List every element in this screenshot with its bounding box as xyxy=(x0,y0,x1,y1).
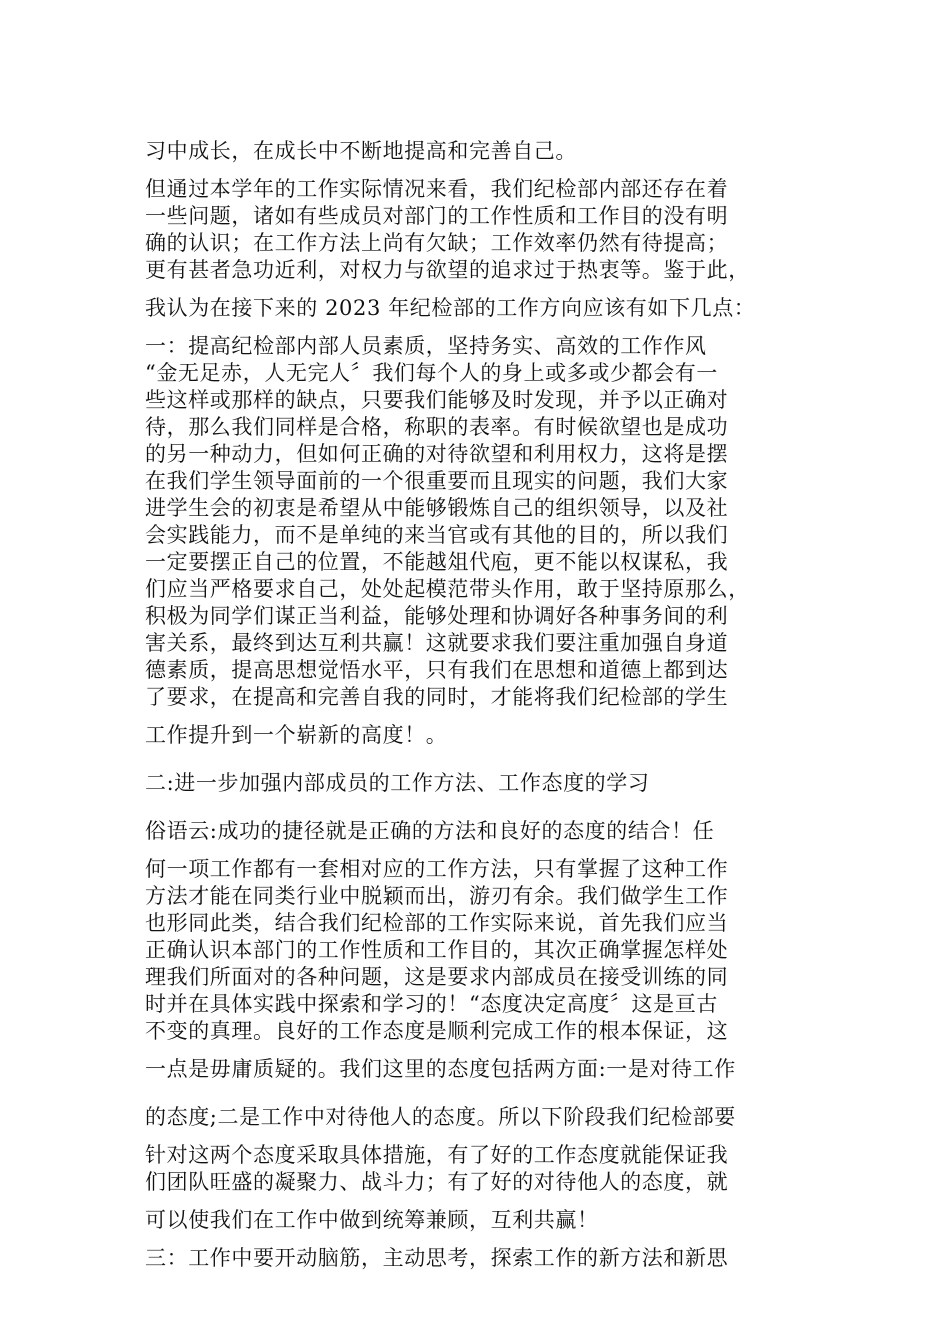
text-line: 可以使我们在工作中做到统筹兼顾，互利共赢！ xyxy=(145,1208,599,1232)
text-line: 俗语云:成功的捷径就是正确的方法和良好的态度的结合！任 xyxy=(145,819,715,843)
text-line: 在我们学生领导面前的一个很重要而且现实的问题，我们大家 xyxy=(145,469,729,493)
text-line: 一点是毋庸质疑的。我们这里的态度包括两方面:一是对待工作 xyxy=(145,1057,736,1081)
text-line: 害关系，最终到达互利共赢！这就要求我们要注重加强自身道 xyxy=(145,631,729,655)
text-line: 理我们所面对的各种问题，这是要求内部成员在接受训练的同 xyxy=(145,965,729,989)
text-line: 我认为在接下来的 2023 年纪检部的工作方向应该有如下几点： xyxy=(145,296,756,320)
text-line: 二:进一步加强内部成员的工作方法、工作态度的学习 xyxy=(145,771,650,795)
text-line: 确的认识；在工作方法上尚有欠缺；工作效率仍然有待提高； xyxy=(145,231,729,255)
text-line: 一：提高纪检部内部人员素质，坚持务实、高效的工作作风 xyxy=(145,334,707,358)
text-line: 工作提升到一个崭新的高度！。 xyxy=(145,723,448,747)
text-line: 方法才能在同类行业中脱颖而出，游刃有余。我们做学生工作 xyxy=(145,884,729,908)
text-line: 习中成长，在成长中不断地提高和完善自己。 xyxy=(145,139,577,163)
text-line: 些这样或那样的缺点，只要我们能够及时发现，并予以正确对 xyxy=(145,388,729,412)
text-line: 何一项工作都有一套相对应的工作方法，只有掌握了这种工作 xyxy=(145,857,729,881)
text-line: 们应当严格要求自己，处处起模范带头作用，敢于坚持原那么， xyxy=(145,577,750,601)
text-line: 进学生会的初衷是希望从中能够锻炼自己的组织领导，以及社 xyxy=(145,496,729,520)
text-line: 更有甚者急功近利，对权力与欲望的追求过于热衷等。鉴于此， xyxy=(145,258,750,282)
text-line: 也形同此类，结合我们纪检部的工作实际来说，首先我们应当 xyxy=(145,911,729,935)
text-line: 一定要摆正自己的位置，不能越俎代庖，更不能以权谋私，我 xyxy=(145,550,729,574)
text-line: 时并在具体实践中探索和学习的！“态度决定高度〞这是亘古 xyxy=(145,992,718,1016)
text-line: 的态度;二是工作中对待他人的态度。所以下阶段我们纪检部要 xyxy=(145,1105,736,1129)
text-line: “金无足赤，人无完人〞我们每个人的身上或多或少都会有一 xyxy=(145,361,718,385)
text-line: 一些问题，诸如有些成员对部门的工作性质和工作目的没有明 xyxy=(145,204,729,228)
text-line: 针对这两个态度采取具体措施，有了好的工作态度就能保证我 xyxy=(145,1143,729,1167)
text-line: 会实践能力，而不是单纯的来当官或有其他的目的，所以我们 xyxy=(145,523,729,547)
text-line: 的另一种动力，但如何正确的对待欲望和利用权力，这将是摆 xyxy=(145,442,729,466)
text-line: 待，那么我们同样是合格，称职的表率。有时候欲望也是成功 xyxy=(145,415,729,439)
text-line: 三：工作中要开动脑筋，主动思考，探索工作的新方法和新思 xyxy=(145,1246,729,1270)
text-line: 不变的真理。良好的工作态度是顺利完成工作的根本保证，这 xyxy=(145,1019,729,1043)
text-line: 德素质，提高思想觉悟水平，只有我们在思想和道德上都到达 xyxy=(145,658,729,682)
text-line: 正确认识本部门的工作性质和工作目的，其次正确掌握怎样处 xyxy=(145,938,729,962)
text-line: 了要求，在提高和完善自我的同时，才能将我们纪检部的学生 xyxy=(145,685,729,709)
text-line: 们团队旺盛的凝聚力、战斗力；有了好的对待他人的态度，就 xyxy=(145,1170,729,1194)
text-line: 但通过本学年的工作实际情况来看，我们纪检部内部还存在着 xyxy=(145,177,729,201)
text-line: 积极为同学们谋正当利益，能够处理和协调好各种事务间的利 xyxy=(145,604,729,628)
